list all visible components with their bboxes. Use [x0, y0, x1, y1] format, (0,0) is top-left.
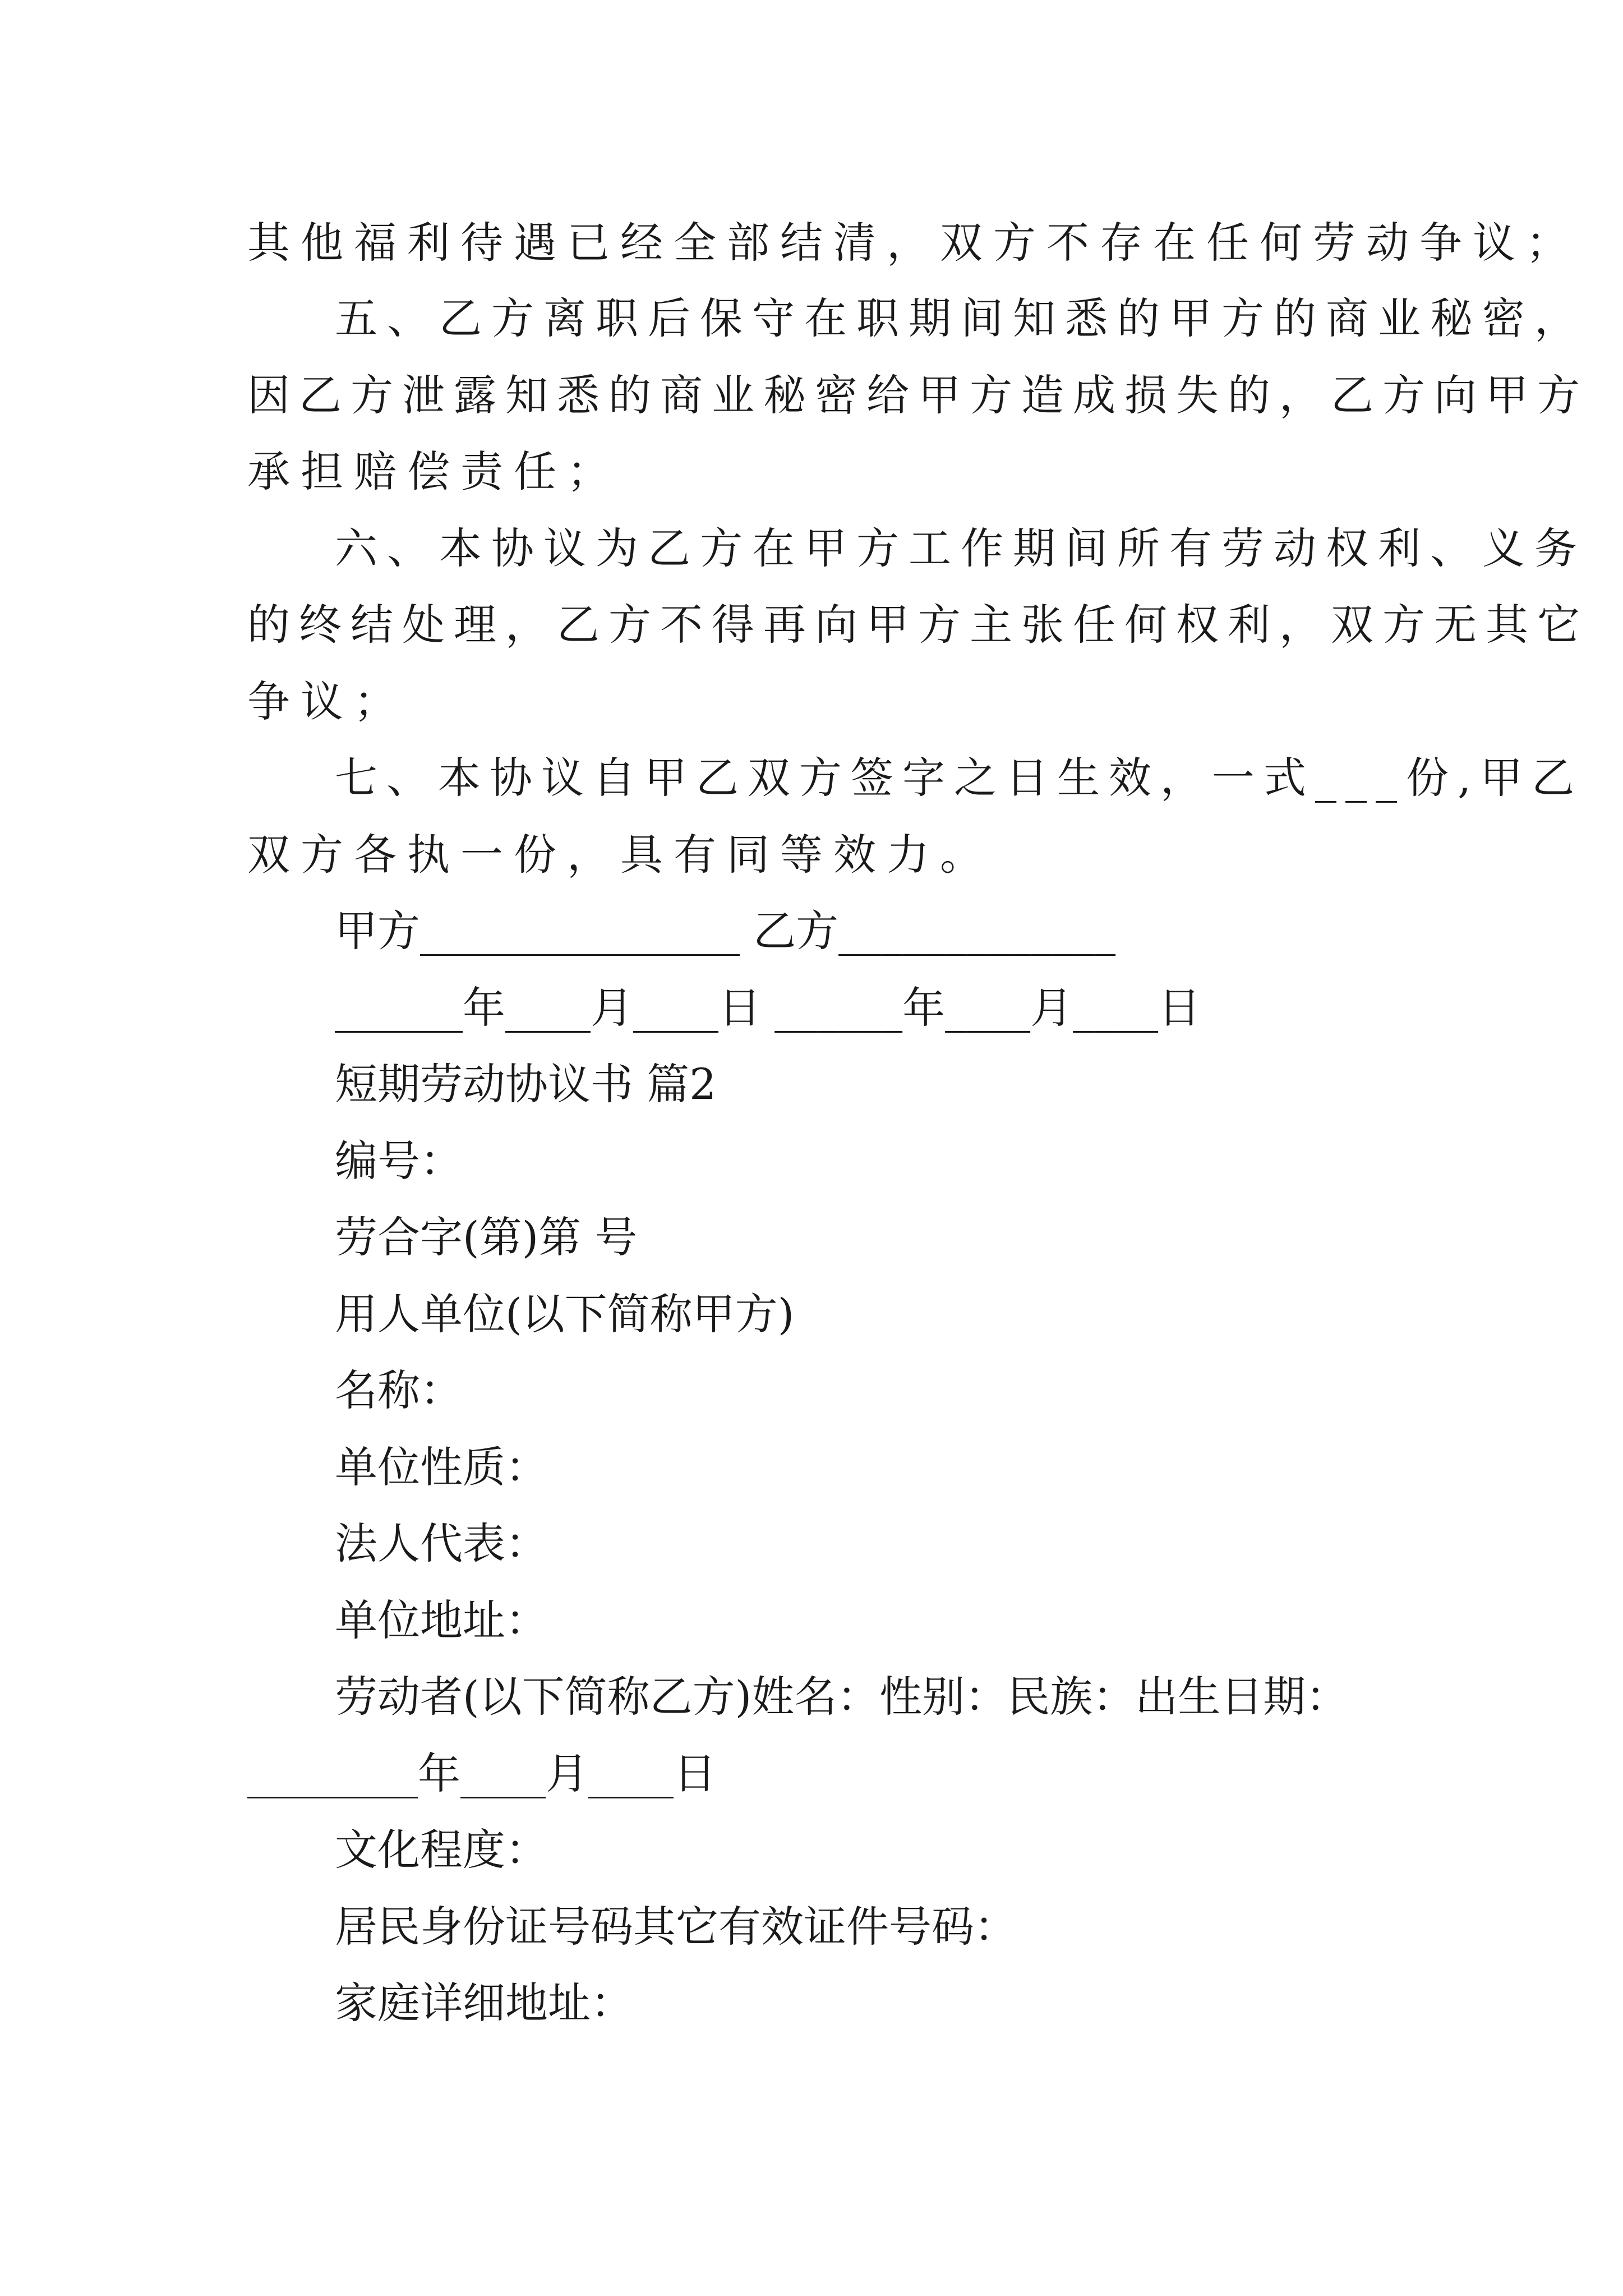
text-line: 编号： — [335, 1136, 463, 1186]
text-line: 劳合字(第)第 号 — [335, 1212, 638, 1262]
text-line: 的终结处理，乙方不得再向甲方主张任何权利，双方无其它 — [247, 600, 1589, 650]
text-line: 文化程度： — [335, 1825, 548, 1875]
text-line: 名称： — [335, 1365, 463, 1415]
date-line: ________年____月____日 — [247, 1749, 716, 1798]
text-line: 劳动者(以下简称乙方)姓名：性别：民族：出生日期： — [335, 1672, 1349, 1722]
section-title: 短期劳动协议书 篇2 — [335, 1059, 717, 1109]
text-line: 单位地址： — [335, 1595, 548, 1645]
signature-line: 甲方_______________ 乙方_____________ — [335, 906, 1116, 956]
text-line: 争议； — [247, 677, 407, 726]
date-line: ______年____月____日 ______年____月____日 — [335, 983, 1201, 1033]
text-line: 七、本协议自甲乙双方签字之日生效，一式___份,甲乙 — [335, 753, 1584, 803]
text-line: 单位性质： — [335, 1442, 548, 1492]
text-line: 其他福利待遇已经全部结清，双方不存在任何劳动争议； — [247, 218, 1579, 268]
text-line: 法人代表： — [335, 1519, 548, 1568]
text-line: 承担赔偿责任； — [247, 447, 620, 496]
text-line: 家庭详细地址： — [335, 1978, 633, 2028]
text-line: 双方各执一份，具有同等效力。 — [247, 830, 993, 880]
text-line: 居民身份证号码其它有效证件号码： — [335, 1902, 1017, 1952]
text-line: 用人单位(以下简称甲方) — [335, 1289, 795, 1339]
text-line: 因乙方泄露知悉的商业秘密给甲方造成损失的，乙方向甲方 — [247, 370, 1589, 420]
text-line: 五、乙方离职后保守在职期间知悉的甲方的商业秘密， — [335, 293, 1587, 343]
text-line: 六、本协议为乙方在甲方工作期间所有劳动权利、义务 — [335, 523, 1587, 573]
